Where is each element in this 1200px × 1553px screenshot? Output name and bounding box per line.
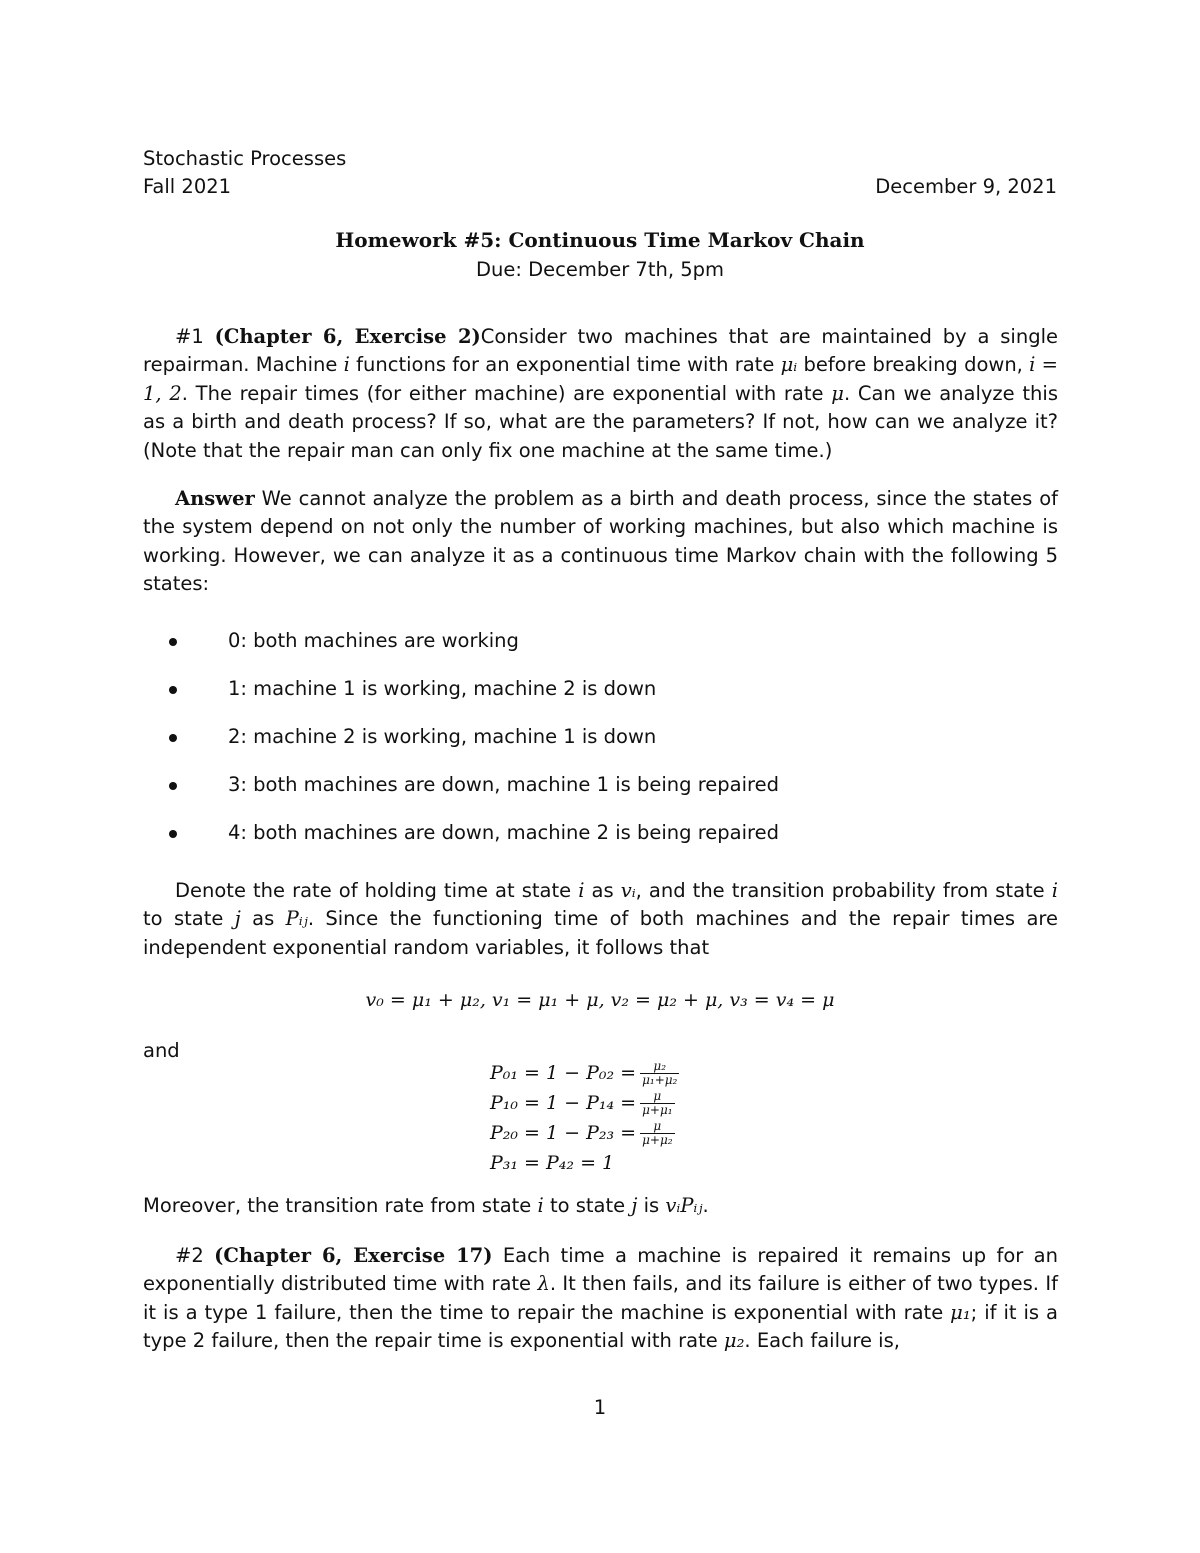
header-date: December 9, 2021 (875, 175, 1057, 198)
bullet-icon (169, 734, 177, 742)
transition-rate-paragraph: Moreover, the transition rate from state i to state j is vᵢPᵢⱼ. (143, 1194, 709, 1217)
problem-2-number: #2 (175, 1244, 204, 1267)
list-item: 1: machine 1 is working, machine 2 is down (160, 675, 1060, 723)
equation-row: P₀₁ = 1 − P₀₂ = $\frac{\text{μ₂}}{\text{μ₁+μ₂}}$ (490, 1058, 678, 1087)
fraction: $\frac{\text{μ₂}}{\text{μ₁+μ₂}}$ (642, 1058, 678, 1087)
bullet-icon (169, 686, 177, 694)
course-name: Stochastic Processes (143, 147, 347, 170)
equation-row: P₂₀ = 1 − P₂₃ = $\frac{\mu}{\text{μ+μ₂}}$ (490, 1118, 673, 1147)
fraction: $\frac{\mu}{\text{μ+μ₂}}$ (642, 1118, 673, 1147)
page-title: Homework #5: Continuous Time Markov Chain (335, 228, 865, 252)
problem-1-number: #1 (175, 325, 204, 348)
list-item: 3: both machines are down, machine 1 is being repaired (160, 771, 1060, 819)
problem-2-reference: (Chapter 6, Exercise 17) (214, 1244, 493, 1267)
problem-1: #1 (Chapter 6, Exercise 2)Consider two machines that are maintained by a single repairman. Machine i functions for an exponential time with rate μᵢ before breaking down, i = 1, 2. The repair times (for either machine) are exponential with rate μ. Can we analyze this as a birth and death process? If so, what are the parameters? If not, how can we analyze it? (Note that the repair man can only fix one machine at the same time.) (143, 325, 1058, 462)
fraction: $\frac{\mu}{\text{μ+μ₁}}$ (642, 1088, 673, 1117)
bullet-icon (169, 638, 177, 646)
and-text: and (143, 1039, 180, 1062)
notation-paragraph: Denote the rate of holding time at state i as vᵢ, and the transition probability from state i to state j as Pᵢⱼ. Since the functioning time of both machines and the repair times are independent exponential random variables, it follows that (143, 879, 1058, 959)
answer-1: Answer We cannot analyze the problem as a birth and death process, since the states of the system depend on not only the number of working machines, but also which machine is working. However, we can analyze it as a continuous time Markov chain with the following 5 states: (143, 487, 1058, 596)
list-item: 4: both machines are down, machine 2 is being repaired (160, 819, 1060, 867)
problem-1-reference: (Chapter 6, Exercise 2) (214, 325, 481, 348)
state-list (160, 627, 1060, 867)
due-date: Due: December 7th, 5pm (475, 258, 725, 281)
term: Fall 2021 (143, 175, 232, 198)
equation-row: P₁₀ = 1 − P₁₄ = $\frac{\mu}{\text{μ+μ₁}}$ (490, 1088, 673, 1117)
problem-2: #2 (Chapter 6, Exercise 17) Each time a machine is repaired it remains up for an exponentially distributed time with rate λ. It then fails, and its failure is either of two types. If it is a type 1 failure, then the time to repair the machine is exponential with rate μ₁; if it is a type 2 failure, then the repair time is exponential with rate μ₂. Each failure is, (143, 1244, 1058, 1353)
page-number: 1 (593, 1396, 607, 1419)
answer-label: Answer (175, 487, 255, 510)
list-item: 2: machine 2 is working, machine 1 is down (160, 723, 1060, 771)
list-item: 0: both machines are working (160, 627, 1060, 675)
bullet-icon (169, 782, 177, 790)
transition-probabilities (490, 1058, 679, 1178)
bullet-icon (169, 830, 177, 838)
holding-rates-equation: v₀ = μ₁ + μ₂, v₁ = μ₁ + μ, v₂ = μ₂ + μ, v₃ = v₄ = μ (365, 989, 835, 1011)
equation-row: P₃₁ = P₄₂ = 1 (490, 1152, 615, 1174)
